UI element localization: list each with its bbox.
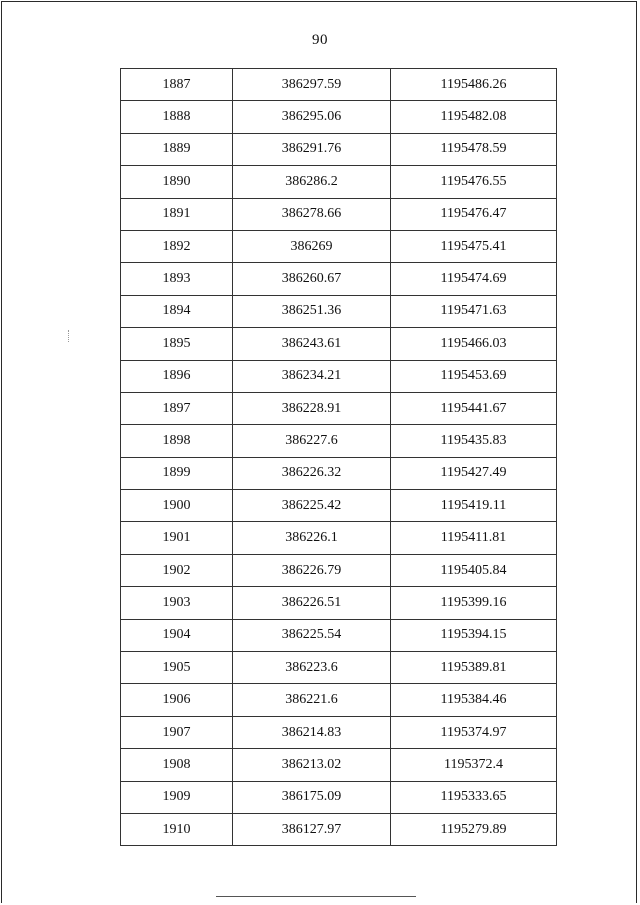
table-row — [121, 781, 557, 813]
x-coordinate-cell: 386295.06 — [233, 101, 391, 133]
x-coordinate-cell: 386226.51 — [233, 587, 391, 619]
x-coordinate-cell: 386225.42 — [233, 490, 391, 522]
point-number-cell: 1896 — [121, 360, 233, 392]
point-number-cell: 1899 — [121, 457, 233, 489]
table-row — [121, 230, 557, 262]
point-number-cell: 1897 — [121, 392, 233, 424]
x-coordinate-cell: 386226.32 — [233, 457, 391, 489]
y-coordinate-cell: 1195441.67 — [391, 392, 557, 424]
table-row — [121, 652, 557, 684]
x-coordinate-cell: 386226.79 — [233, 554, 391, 586]
point-number-cell: 1904 — [121, 619, 233, 651]
y-coordinate-cell: 1195394.15 — [391, 619, 557, 651]
point-number-cell: 1907 — [121, 716, 233, 748]
point-number-cell: 1906 — [121, 684, 233, 716]
y-coordinate-cell: 1195384.46 — [391, 684, 557, 716]
table-row — [121, 619, 557, 651]
y-coordinate-cell: 1195435.83 — [391, 425, 557, 457]
page-number: 90 — [312, 32, 328, 48]
table-row — [121, 425, 557, 457]
table-row — [121, 198, 557, 230]
y-coordinate-cell: 1195399.16 — [391, 587, 557, 619]
point-number-cell: 1901 — [121, 522, 233, 554]
x-coordinate-cell: 386175.09 — [233, 781, 391, 813]
point-number-cell: 1895 — [121, 328, 233, 360]
x-coordinate-cell: 386223.6 — [233, 652, 391, 684]
y-coordinate-cell: 1195476.55 — [391, 166, 557, 198]
y-coordinate-cell: 1195389.81 — [391, 652, 557, 684]
x-coordinate-cell: 386278.66 — [233, 198, 391, 230]
table-row — [121, 263, 557, 295]
page-bottom-rule — [216, 896, 416, 897]
point-number-cell: 1891 — [121, 198, 233, 230]
point-number-cell: 1905 — [121, 652, 233, 684]
table-row — [121, 392, 557, 424]
table-row — [121, 554, 557, 586]
y-coordinate-cell: 1195474.69 — [391, 263, 557, 295]
x-coordinate-cell: 386291.76 — [233, 133, 391, 165]
y-coordinate-cell: 1195453.69 — [391, 360, 557, 392]
table-row — [121, 69, 557, 101]
y-coordinate-cell: 1195411.81 — [391, 522, 557, 554]
point-number-cell: 1900 — [121, 490, 233, 522]
x-coordinate-cell: 386221.6 — [233, 684, 391, 716]
table-row — [121, 587, 557, 619]
point-number-cell: 1893 — [121, 263, 233, 295]
y-coordinate-cell: 1195476.47 — [391, 198, 557, 230]
table-row — [121, 749, 557, 781]
y-coordinate-cell: 1195333.65 — [391, 781, 557, 813]
y-coordinate-cell: 1195374.97 — [391, 716, 557, 748]
table-row — [121, 101, 557, 133]
x-coordinate-cell: 386297.59 — [233, 69, 391, 101]
y-coordinate-cell: 1195482.08 — [391, 101, 557, 133]
table-row — [121, 166, 557, 198]
table-row — [121, 360, 557, 392]
table-row — [121, 490, 557, 522]
y-coordinate-cell: 1195427.49 — [391, 457, 557, 489]
x-coordinate-cell: 386234.21 — [233, 360, 391, 392]
table-row — [121, 522, 557, 554]
point-number-cell: 1909 — [121, 781, 233, 813]
scan-margin-mark — [68, 330, 70, 342]
y-coordinate-cell: 1195419.11 — [391, 490, 557, 522]
point-number-cell: 1889 — [121, 133, 233, 165]
point-number-cell: 1908 — [121, 749, 233, 781]
coordinates-table-body — [121, 69, 557, 846]
point-number-cell: 1898 — [121, 425, 233, 457]
y-coordinate-cell: 1195279.89 — [391, 813, 557, 845]
y-coordinate-cell: 1195372.4 — [391, 749, 557, 781]
x-coordinate-cell: 386213.02 — [233, 749, 391, 781]
x-coordinate-cell: 386214.83 — [233, 716, 391, 748]
point-number-cell: 1887 — [121, 69, 233, 101]
point-number-cell: 1910 — [121, 813, 233, 845]
y-coordinate-cell: 1195486.26 — [391, 69, 557, 101]
x-coordinate-cell: 386227.6 — [233, 425, 391, 457]
x-coordinate-cell: 386225.54 — [233, 619, 391, 651]
table-row — [121, 328, 557, 360]
table-row — [121, 684, 557, 716]
x-coordinate-cell: 386243.61 — [233, 328, 391, 360]
table-row — [121, 716, 557, 748]
point-number-cell: 1903 — [121, 587, 233, 619]
point-number-cell: 1894 — [121, 295, 233, 327]
table-row — [121, 133, 557, 165]
y-coordinate-cell: 1195475.41 — [391, 230, 557, 262]
coordinates-table — [120, 68, 557, 846]
table-row — [121, 457, 557, 489]
point-number-cell: 1888 — [121, 101, 233, 133]
x-coordinate-cell: 386251.36 — [233, 295, 391, 327]
y-coordinate-cell: 1195405.84 — [391, 554, 557, 586]
point-number-cell: 1902 — [121, 554, 233, 586]
table-row — [121, 813, 557, 845]
y-coordinate-cell: 1195471.63 — [391, 295, 557, 327]
y-coordinate-cell: 1195478.59 — [391, 133, 557, 165]
x-coordinate-cell: 386228.91 — [233, 392, 391, 424]
point-number-cell: 1890 — [121, 166, 233, 198]
point-number-cell: 1892 — [121, 230, 233, 262]
y-coordinate-cell: 1195466.03 — [391, 328, 557, 360]
x-coordinate-cell: 386127.97 — [233, 813, 391, 845]
x-coordinate-cell: 386269 — [233, 230, 391, 262]
x-coordinate-cell: 386286.2 — [233, 166, 391, 198]
x-coordinate-cell: 386260.67 — [233, 263, 391, 295]
table-row — [121, 295, 557, 327]
x-coordinate-cell: 386226.1 — [233, 522, 391, 554]
